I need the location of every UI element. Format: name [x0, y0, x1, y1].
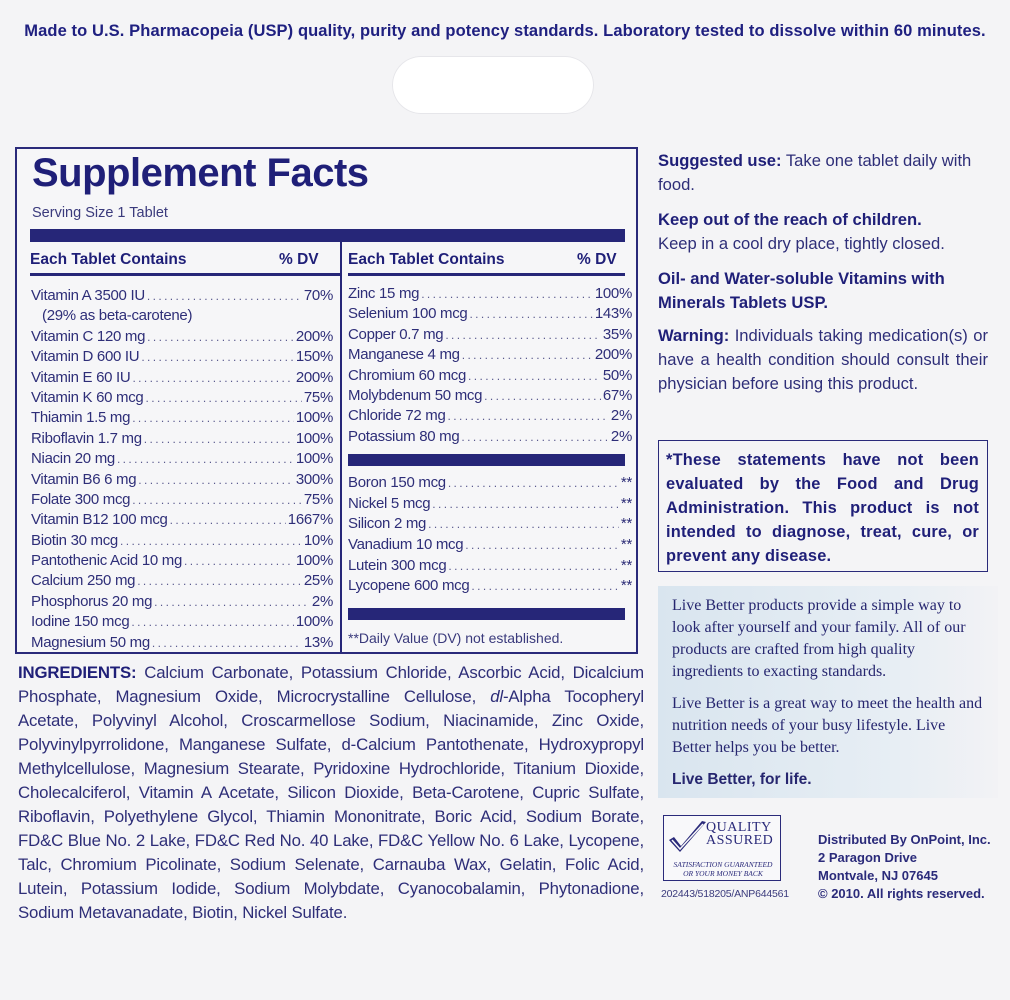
nutrient-row [348, 577, 632, 598]
nutrient-row [31, 328, 333, 348]
dot-leader [138, 473, 294, 487]
nutrient-row [31, 613, 333, 633]
nutrient-row [31, 430, 333, 450]
nutrient-dv: 75% [303, 490, 333, 508]
nutrient-row [31, 491, 333, 511]
nutrient-dv: 13% [303, 633, 333, 651]
col-head-line-left [30, 273, 340, 276]
ingredients-text-a: Calcium Carbonate, Potassium Chloride, Ascorbic Acid, Dicalcium Phosphate, Magnesium Oxide, Microcrystalline Cellulose, [18, 663, 644, 706]
dot-leader [448, 476, 619, 490]
nutrient-row [31, 348, 333, 368]
nutrient-list-right [348, 285, 632, 448]
distributor-line-1: Distributed By OnPoint, Inc. [818, 832, 991, 847]
nutrient-row [31, 634, 333, 654]
nutrient-row [348, 285, 632, 305]
seal-guarantee-1: SATISFACTION GUARANTEED [673, 860, 773, 869]
nutrient-name: Selenium 100 mcg [348, 305, 468, 323]
dot-leader [445, 328, 601, 342]
nutrient-row [31, 389, 333, 409]
nutrient-name: Manganese 4 mg [348, 346, 460, 364]
product-code: 202443/518205/ANP644561 [661, 888, 789, 900]
nutrient-dv: 2% [311, 592, 333, 610]
serving-size: Serving Size 1 Tablet [32, 205, 168, 221]
nutrient-row [31, 450, 333, 470]
nutrient-name: Riboflavin 1.7 mg [31, 429, 142, 447]
dot-leader [154, 595, 310, 609]
facts-title: Supplement Facts [32, 151, 369, 195]
facts-mid-bar [348, 454, 625, 466]
distributor-line-3: Montvale, NJ 07645 [818, 868, 938, 883]
distributor-line-4: © 2010. All rights reserved. [818, 886, 985, 901]
nutrient-name: Vitamin B6 6 mg [31, 470, 137, 488]
seal-guarantee-2: OR YOUR MONEY BACK [683, 869, 763, 878]
nutrient-list-left [31, 287, 333, 654]
nutrient-name: Chromium 60 mcg [348, 366, 467, 384]
dot-leader [137, 574, 302, 588]
keep-out-reach [658, 208, 988, 256]
nutrient-name: Molybdenum 50 mcg [348, 386, 483, 404]
nutrient-name: Chloride 72 mg [348, 407, 446, 425]
nutrient-name: Lutein 300 mcg [348, 556, 447, 574]
dot-leader [145, 391, 301, 405]
nutrient-row [348, 367, 632, 387]
nutrient-name: Vitamin A 3500 IU [31, 287, 145, 304]
nutrient-row [348, 474, 632, 495]
dot-leader [147, 330, 294, 344]
suggested-use [658, 149, 988, 197]
col-head-left: Each Tablet Contains [30, 251, 187, 268]
dot-leader [469, 307, 592, 321]
supplement-facts-panel [15, 147, 638, 654]
dot-leader [131, 615, 293, 629]
distributor-info [818, 831, 991, 903]
nutrient-dv: 2% [610, 427, 632, 445]
seal-guarantee [666, 860, 780, 878]
nutrient-row [31, 369, 333, 389]
facts-bottom-bar [348, 608, 625, 620]
nutrient-row [31, 552, 333, 572]
nutrient-dv: 1667% [287, 511, 333, 529]
col-head-right: Each Tablet Contains [348, 251, 505, 268]
nutrient-name: Copper 0.7 mg [348, 325, 444, 343]
nutrient-row [348, 536, 632, 557]
nutrient-subnote: (29% as beta-carotene) [42, 307, 193, 325]
dot-leader [428, 517, 619, 531]
keep-out-label: Keep out of the reach of children. [658, 210, 922, 229]
nutrient-dv: 150% [295, 348, 333, 366]
product-descriptor: Oil- and Water-soluble Vitamins with Minerals Tablets USP. [658, 269, 945, 312]
nutrient-name: Vanadium 10 mcg [348, 536, 464, 554]
nutrient-dv: 200% [295, 368, 333, 386]
nutrient-dv: 100% [295, 552, 333, 570]
nutrient-list-right-2 [348, 474, 632, 598]
dot-leader [170, 513, 286, 527]
brand-promo [658, 586, 998, 798]
dot-leader [448, 559, 619, 573]
dot-leader [432, 497, 619, 511]
nutrient-dv: 70% [303, 287, 333, 304]
nutrient-row [348, 495, 632, 516]
nutrient-dv: 2% [610, 407, 632, 425]
dot-leader [141, 350, 294, 364]
nutrient-dv: 100% [295, 450, 333, 468]
nutrient-row [31, 532, 333, 552]
dot-leader [117, 452, 294, 466]
nutrient-name: Niacin 20 mg [31, 450, 115, 468]
nutrient-row [31, 593, 333, 613]
nutrient-row [31, 471, 333, 491]
dot-leader [152, 636, 302, 650]
nutrient-name: Calcium 250 mg [31, 572, 136, 590]
col-head-line-right [348, 273, 625, 276]
nutrient-name: Vitamin D 600 IU [31, 348, 140, 366]
quality-assured-seal [663, 815, 781, 881]
nutrient-name: Thiamin 1.5 mg [31, 409, 131, 427]
hang-hole [392, 56, 594, 114]
nutrient-row [348, 407, 632, 427]
nutrient-row [348, 428, 632, 448]
nutrient-name: Silicon 2 mg [348, 515, 427, 533]
dot-leader [465, 538, 619, 552]
nutrient-dv: ** [620, 577, 632, 595]
nutrient-row [348, 346, 632, 366]
nutrient-name: Magnesium 50 mg [31, 633, 150, 651]
nutrient-dv: ** [620, 515, 632, 533]
warning [658, 324, 988, 396]
ingredients-dl: dl [490, 687, 503, 706]
dot-leader [461, 430, 609, 444]
nutrient-name: Zinc 15 mg [348, 285, 420, 302]
nutrient-row [348, 515, 632, 536]
col-head-dv-right: % DV [577, 251, 617, 268]
nutrient-dv: ** [620, 474, 632, 491]
ingredients-label: INGREDIENTS: [18, 663, 137, 682]
suggested-use-text: Take one tablet daily with food. [658, 151, 972, 194]
dv-footnote: **Daily Value (DV) not established. [348, 630, 564, 646]
col-head-dv-left: % DV [279, 251, 319, 268]
promo-paragraph-1: Live Better products provide a simple way to look after yourself and your family. All of our products are crafted from high quality ingredients to exacting standards. [672, 597, 966, 680]
nutrient-name: Vitamin B12 100 mcg [31, 511, 168, 529]
promo-paragraph-2: Live Better is a great way to meet the health and nutrition needs of your busy lifestyle. Live Better helps you be better. [672, 695, 983, 756]
warning-label: Warning: [658, 326, 730, 345]
nutrient-name: Potassium 80 mg [348, 427, 460, 445]
fda-disclaimer: *These statements have not been evaluated by the Food and Drug Administration. This product is not intended to diagnose, treat, cure, or prevent any disease. [658, 440, 988, 572]
storage-text: Keep in a cool dry place, tightly closed. [658, 234, 945, 253]
nutrient-row [31, 287, 333, 307]
usp-statement: Made to U.S. Pharmacopeia (USP) quality, purity and potency standards. Laboratory tested to dissolve within 60 minutes. [24, 22, 986, 40]
dot-leader [448, 409, 609, 423]
facts-top-bar [30, 229, 625, 242]
nutrient-row [348, 305, 632, 325]
nutrient-name: Boron 150 mcg [348, 474, 446, 491]
nutrient-dv: ** [620, 536, 632, 554]
nutrient-name: Vitamin C 120 mg [31, 327, 146, 345]
checkmark-icon [666, 818, 710, 862]
nutrient-dv: 100% [295, 613, 333, 631]
nutrient-dv: 100% [594, 285, 632, 302]
nutrient-row [31, 409, 333, 429]
nutrient-dv: 143% [594, 305, 632, 323]
promo-tagline: Live Better, for life. [672, 771, 812, 788]
nutrient-dv: 100% [295, 429, 333, 447]
seal-line-1: QUALITY [706, 820, 772, 835]
dot-leader [421, 287, 593, 301]
nutrient-name: Biotin 30 mcg [31, 531, 118, 549]
dot-leader [462, 348, 593, 362]
nutrient-dv: 50% [602, 366, 632, 384]
dot-leader [132, 371, 293, 385]
column-divider [340, 242, 342, 652]
nutrient-dv: 300% [295, 470, 333, 488]
dot-leader [120, 534, 302, 548]
nutrient-dv: ** [620, 556, 632, 574]
nutrient-row [348, 326, 632, 346]
nutrient-dv: 75% [303, 388, 333, 406]
nutrient-name: Folate 300 mcg [31, 490, 131, 508]
nutrient-name: Lycopene 600 mcg [348, 577, 470, 595]
warning-text: Individuals taking medication(s) or have a health condition should consult their physician before using this product. [658, 326, 988, 393]
nutrient-dv: ** [620, 494, 632, 512]
dot-leader [484, 389, 601, 403]
nutrient-row [31, 572, 333, 592]
nutrient-name: Iodine 150 mcg [31, 613, 130, 631]
nutrient-name: Phosphorus 20 mg [31, 592, 153, 610]
nutrient-row [348, 387, 632, 407]
nutrient-dv: 200% [594, 346, 632, 364]
nutrient-row [31, 511, 333, 531]
nutrient-name: Pantothenic Acid 10 mg [31, 552, 183, 570]
dot-leader [184, 554, 294, 568]
nutrient-dv: 200% [295, 327, 333, 345]
seal-text [706, 821, 773, 847]
seal-line-2: ASSURED [706, 833, 774, 848]
nutrient-name: Vitamin K 60 mcg [31, 388, 144, 406]
suggested-use-label: Suggested use: [658, 151, 782, 170]
nutrient-dv: 10% [303, 531, 333, 549]
dot-leader [132, 411, 294, 425]
distributor-line-2: 2 Paragon Drive [818, 850, 917, 865]
ingredients-list [18, 661, 644, 925]
nutrient-row [348, 557, 632, 578]
dot-leader [147, 289, 302, 303]
dot-leader [132, 493, 302, 507]
nutrient-name: Nickel 5 mcg [348, 494, 431, 512]
nutrient-dv: 35% [602, 325, 632, 343]
ingredients-text-b: -Alpha Tocopheryl Acetate, Polyvinyl Alcohol, Croscarmellose Sodium, Niacinamide, Zinc Oxide, Polyvinylpyrrolidone, Manganese Sulfate, d-Calcium Pantothenate, Hydroxypropyl Methylcellulose, Magnesium Stearate, Pyridoxine Hydrochloride, Titanium Dioxide, Cholecalciferol, Vitamin A Acetate, Silicon Dioxide, Beta-Carotene, Cupric Sulfate, Riboflavin, Polyethylene Glycol, Thiamin Mononitrate, Boric Acid, Sodium Borate, FD&C Blue No. 2 Lake, FD&C Red No. 40 Lake, FD&C Yellow No. 6 Lake, Lycopene, Talc, Chromium Picolinate, Sodium Selenate, Carnauba Wax, Gelatin, Folic Acid, Lutein, Potassium Iodide, Sodium Molybdate, Cyanocobalamin, Phytonadione, Sodium Metavanadate, Biotin, Nickel Sulfate. [18, 687, 644, 922]
dot-leader [471, 579, 619, 593]
nutrient-name: Vitamin E 60 IU [31, 368, 131, 386]
nutrient-dv: 25% [303, 572, 333, 590]
dot-leader [144, 432, 294, 446]
dot-leader [468, 369, 601, 383]
nutrient-dv: 67% [602, 386, 632, 404]
nutrient-dv: 100% [295, 409, 333, 427]
